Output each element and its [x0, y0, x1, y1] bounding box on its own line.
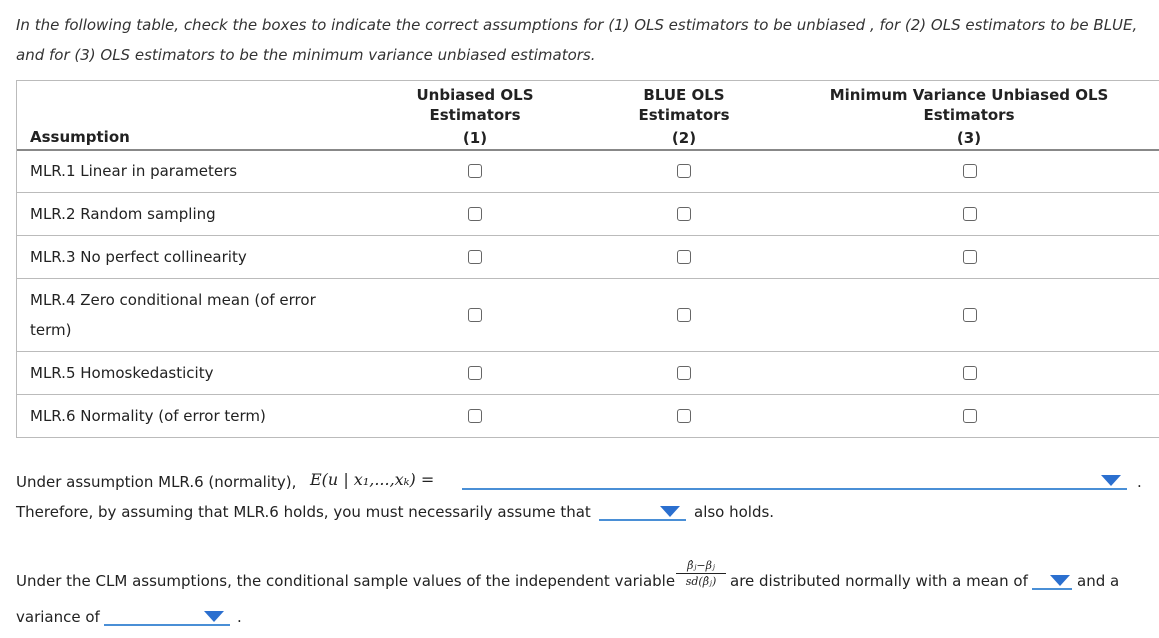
table-row [17, 236, 1159, 279]
mlr4-unbiased-checkbox[interactable] [468, 308, 482, 322]
assumption-header: Assumption [30, 128, 130, 146]
col3-header [803, 85, 1135, 148]
table-row [17, 352, 1159, 395]
table-row [17, 395, 1159, 438]
q3-variance-dropdown[interactable] [104, 608, 230, 626]
q3-mean-dropdown[interactable] [1032, 572, 1072, 590]
mlr2-unbiased-checkbox[interactable] [468, 207, 482, 221]
q2-suffix: also holds. [694, 503, 775, 521]
fraction-denominator: sd(β̂ⱼ) [685, 575, 717, 588]
chevron-down-icon [660, 506, 680, 517]
q1-math-expression: E(u | x₁,...,xₖ) = [310, 470, 435, 489]
chevron-down-icon [1050, 575, 1070, 586]
assumption-label: MLR.5 Homoskedasticity [30, 364, 214, 382]
mlr6-unbiased-checkbox[interactable] [468, 409, 482, 423]
mlr1-mvue-checkbox[interactable] [963, 164, 977, 178]
mlr6-blue-checkbox[interactable] [677, 409, 691, 423]
col3-title: Minimum Variance Unbiased OLS Estimators [829, 86, 1109, 124]
q1-prefix: Under assumption MLR.6 (normality), [16, 473, 297, 491]
mlr6-mvue-checkbox[interactable] [963, 409, 977, 423]
q3-line2-prefix: variance of [16, 608, 100, 626]
q3-line2-suffix: . [237, 608, 242, 626]
col1-header [401, 85, 549, 148]
chevron-down-icon [1101, 475, 1121, 486]
table-row [17, 193, 1159, 236]
table-header [17, 81, 1159, 151]
q2-dropdown[interactable] [599, 503, 686, 521]
table-row [17, 279, 1159, 352]
mlr5-mvue-checkbox[interactable] [963, 366, 977, 380]
q3-suffix: and a [1077, 572, 1120, 590]
assumption-label: MLR.6 Normality (of error term) [30, 407, 266, 425]
instructions-text: In the following table, check the boxes to indicate the correct assumptions for (1) OLS estimators to be unbiased , for (2) OLS estimators to be BLUE, and for (3) OLS estimators to be the minimum variance unbiased estimators. [16, 16, 1138, 64]
mlr5-unbiased-checkbox[interactable] [468, 366, 482, 380]
assumption-label: MLR.3 No perfect collinearity [30, 248, 247, 266]
q2-prefix: Therefore, by assuming that MLR.6 holds, you must necessarily assume that [16, 503, 591, 521]
mlr1-unbiased-checkbox[interactable] [468, 164, 482, 178]
mlr4-mvue-checkbox[interactable] [963, 308, 977, 322]
col3-number: (3) [956, 129, 982, 147]
mlr3-blue-checkbox[interactable] [677, 250, 691, 264]
q3-prefix: Under the CLM assumptions, the conditional sample values of the independent variable [16, 572, 676, 590]
mlr2-blue-checkbox[interactable] [677, 207, 691, 221]
mlr3-unbiased-checkbox[interactable] [468, 250, 482, 264]
chevron-down-icon [204, 611, 224, 622]
col1-title: Unbiased OLS Estimators [416, 86, 534, 124]
q1-suffix: . [1137, 473, 1142, 491]
assumptions-table [16, 80, 1159, 438]
mlr2-mvue-checkbox[interactable] [963, 207, 977, 221]
mlr3-mvue-checkbox[interactable] [963, 250, 977, 264]
col2-header [610, 85, 758, 148]
assumption-label: MLR.2 Random sampling [30, 205, 216, 223]
col1-number: (1) [462, 129, 488, 147]
mlr1-blue-checkbox[interactable] [677, 164, 691, 178]
mlr4-blue-checkbox[interactable] [677, 308, 691, 322]
assumption-label: MLR.1 Linear in parameters [30, 162, 238, 180]
q3-middle: are distributed normally with a mean of [730, 572, 1028, 590]
table-row [17, 151, 1159, 193]
q1-dropdown[interactable] [462, 472, 1127, 490]
col2-number: (2) [671, 129, 697, 147]
assumption-label: MLR.4 Zero conditional mean (of error term) [30, 291, 316, 339]
t-statistic-fraction [676, 559, 726, 588]
fraction-numerator: β̂ⱼ−βⱼ [676, 559, 726, 574]
col2-title: BLUE OLS Estimators [638, 86, 730, 124]
mlr5-blue-checkbox[interactable] [677, 366, 691, 380]
